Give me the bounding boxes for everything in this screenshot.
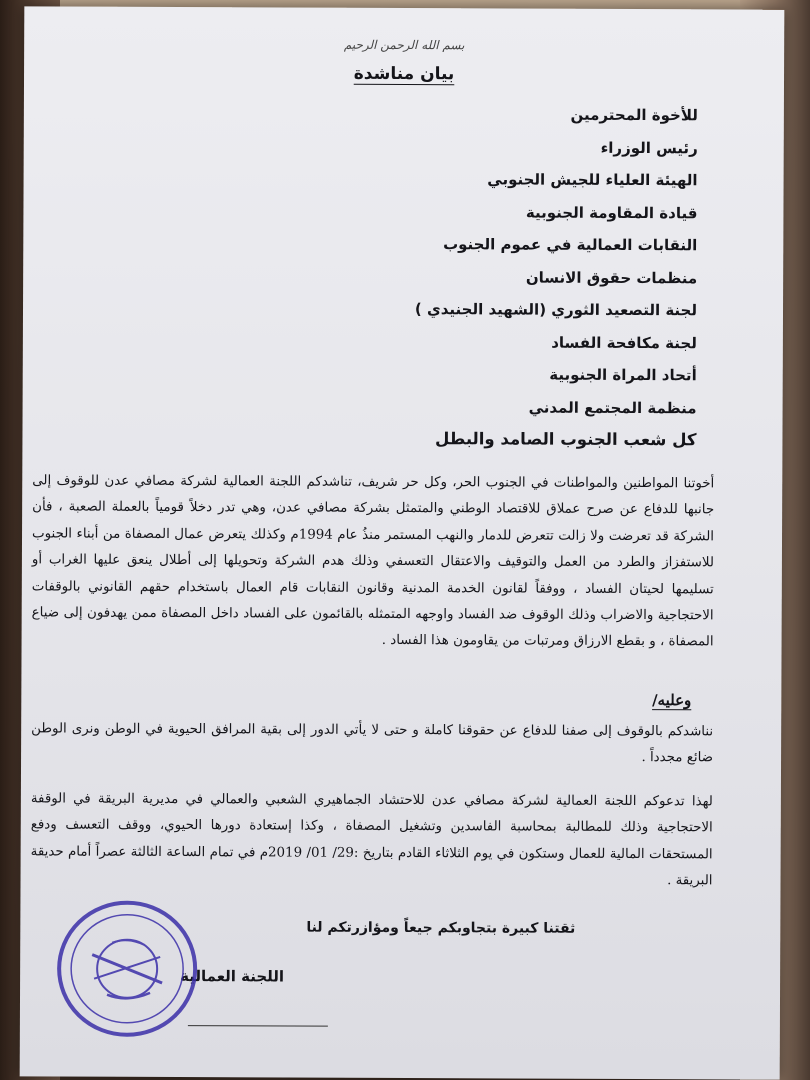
conclusion-heading: وعليه/ <box>652 691 692 710</box>
addressee-item: منظمة المجتمع المدني <box>528 398 697 417</box>
addressee-item: لجنة التصعيد الثوري (الشهيد الجنيدي ) <box>414 300 698 320</box>
closing-line: ثقتنا كبيرة بتجاوبكم جيعاً ومؤازرتكم لنا <box>306 919 576 937</box>
addressee-item: قيادة المقاومة الجنوبية <box>525 203 698 222</box>
document-title: بيان مناشدة <box>353 63 455 85</box>
addressee-item: منظمات حقوق الانسان <box>525 268 698 287</box>
addressee-item: للأخوة المحترمين <box>570 105 698 125</box>
addressee-item: النقابات العمالية في عموم الجنوب <box>443 235 698 255</box>
official-stamp <box>52 894 203 1043</box>
signature-label: اللجنة العمالية <box>180 967 285 986</box>
signature-line <box>188 1025 328 1027</box>
addressee-list <box>76 97 698 457</box>
paper-sheet <box>20 6 785 1079</box>
body-paragraph-3: لهذا تدعوكم اللجنة العمالية لشركة مصافي عدن للاحتشاد الجماهيري الشعبي والعمالي في مديرية البريقة في الوقفة الاحتجاجية وذلك للمطالبة بمحاسبة الفاسدين وتشغيل المصفاة ، وكذا إستعادة دورها الحيوي، ووقف التعسف ودفع المستحقات المالية للعمال وستكون في يوم الثلاثاء القادم بتاريخ :29/ 01/ 2019م في تمام الساعة الثالثة عصراً أمام حديقة البريقة . <box>30 791 713 889</box>
document-body <box>20 6 785 1079</box>
body-paragraph-2: نناشدكم بالوقوف إلى صفنا للدفاع عن حقوقنا كاملة و حتى لا يأتي الدور إلى بقية المرافق الحيوية في الوطن ونرى الوطن ضائع مجدداً . <box>31 721 714 766</box>
addressee-item: كل شعب الجنوب الصامد والبطل <box>435 429 697 450</box>
addressee-item: لجنة مكافحة الفساد <box>551 333 697 352</box>
body-paragraph-1: أخوتنا المواطنين والمواطنات في الجنوب الحر، وكل حر شريف، تناشدكم اللجنة العمالية لشركة مصافي عدن للوقوف إلى جانبها للدفاع عن صرح عملاق للاقتصاد الوطني والمتمثل بشركة مصافي عدن، وهي تدر دخلاً قومياً بالعملة الصعبة ، فأن الشركة قد تعرضت ولا زالت تتعرض للدمار والنهب المستمر منذُ عام 1994م وكذلك يتعرض عمال المصفاة من أبناء الجنوب للاستفزاز والطرد من العمل والتوقيف والاعتقال التعسفي وذلك هدم الشركة وتحويلها إلى أطلال ينعق عليها الغراب أو تسليمها لحيتان الفساد ، ووفقاً لقانون الخدمة المدنية وقانون النقابات قام العمال باستخدام حقهم القانوني بالوقفات الاحتجاجية والاضراب وذلك الوقوف ضد الفساد واوجهه المتمثله بالقائمون على الفساد داخل المصفاة ممن يهدفون إلى ضياع المصفاة ، و بقطع الارزاق ومرتبات من يقاومون هذا الفساد . <box>31 473 715 650</box>
basmala: بسم الله الرحمن الرحيم <box>343 37 465 53</box>
addressee-item: الهيئة العلياء للجيش الجنوبي <box>487 170 698 190</box>
addressee-item: أتحاد المراة الجنوبية <box>549 365 697 385</box>
addressee-item: رئيس الوزراء <box>600 138 698 157</box>
